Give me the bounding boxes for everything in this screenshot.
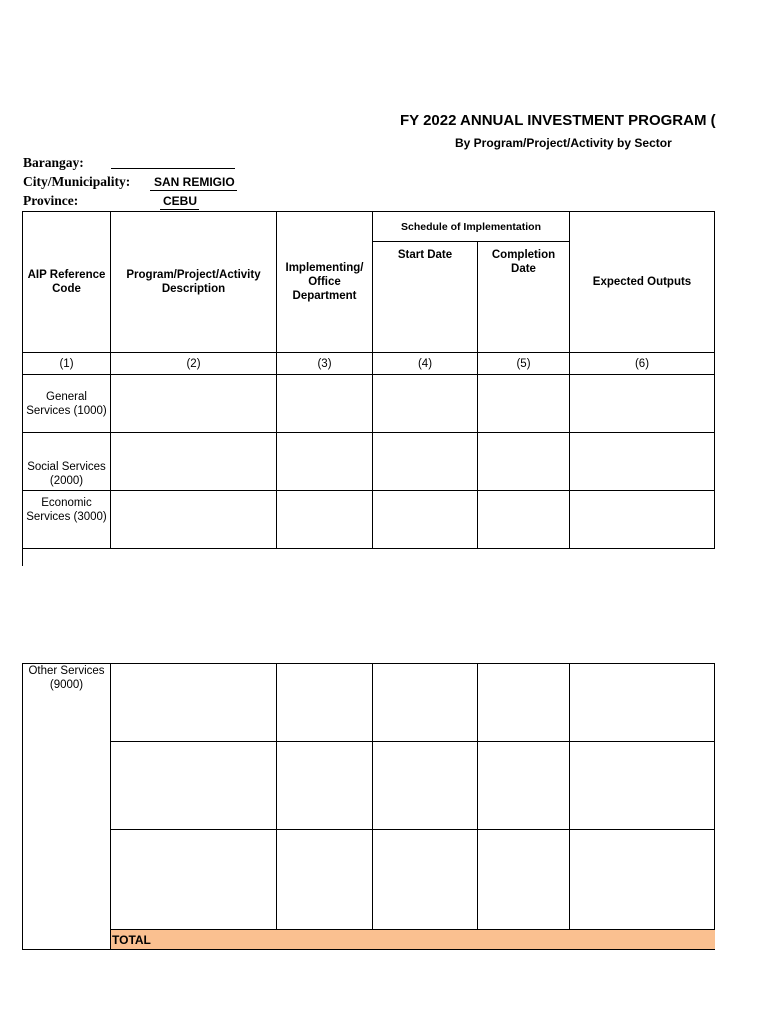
header-start-date: Start Date [373, 242, 478, 353]
total-label: TOTAL [111, 930, 715, 950]
header-outputs: Expected Outputs [570, 212, 715, 353]
barangay-value [111, 154, 235, 169]
sector-general: General Services (1000) [23, 375, 111, 433]
col-num-5: (5) [478, 353, 570, 375]
table-row [23, 433, 715, 491]
col-num-1: (1) [23, 353, 111, 375]
table-row [23, 375, 715, 433]
total-row [23, 930, 715, 950]
aip-table-lower [22, 663, 715, 950]
table-row [23, 742, 715, 830]
document-title: FY 2022 ANNUAL INVESTMENT PROGRAM ( [400, 112, 716, 129]
document-subtitle: By Program/Project/Activity by Sector [455, 136, 672, 150]
col-num-4: (4) [373, 353, 478, 375]
province-value: CEBU [160, 194, 199, 210]
header-completion-date: Completion Date [478, 242, 570, 353]
page-break-edge [22, 547, 23, 566]
table-row [23, 491, 715, 549]
barangay-label: Barangay: [23, 155, 84, 170]
header-description: Program/Project/Activity Description [111, 212, 277, 353]
header-aip-code: AIP Reference Code [23, 212, 111, 353]
aip-table-upper [22, 211, 715, 549]
sector-economic: Economic Services (3000) [23, 491, 111, 549]
col-num-3: (3) [277, 353, 373, 375]
col-num-6: (6) [570, 353, 715, 375]
column-number-row [23, 353, 715, 375]
city-label: City/Municipality: [23, 174, 131, 189]
header-office: Implementing/ Office Department [277, 212, 373, 353]
table-row [23, 830, 715, 930]
table-row [23, 664, 715, 742]
sector-other: Other Services (9000) [23, 664, 111, 950]
header-schedule: Schedule of Implementation [373, 212, 570, 242]
sector-social: Social Services (2000) [23, 433, 111, 491]
city-value: SAN REMIGIO [150, 175, 237, 191]
province-label: Province: [23, 193, 79, 208]
col-num-2: (2) [111, 353, 277, 375]
